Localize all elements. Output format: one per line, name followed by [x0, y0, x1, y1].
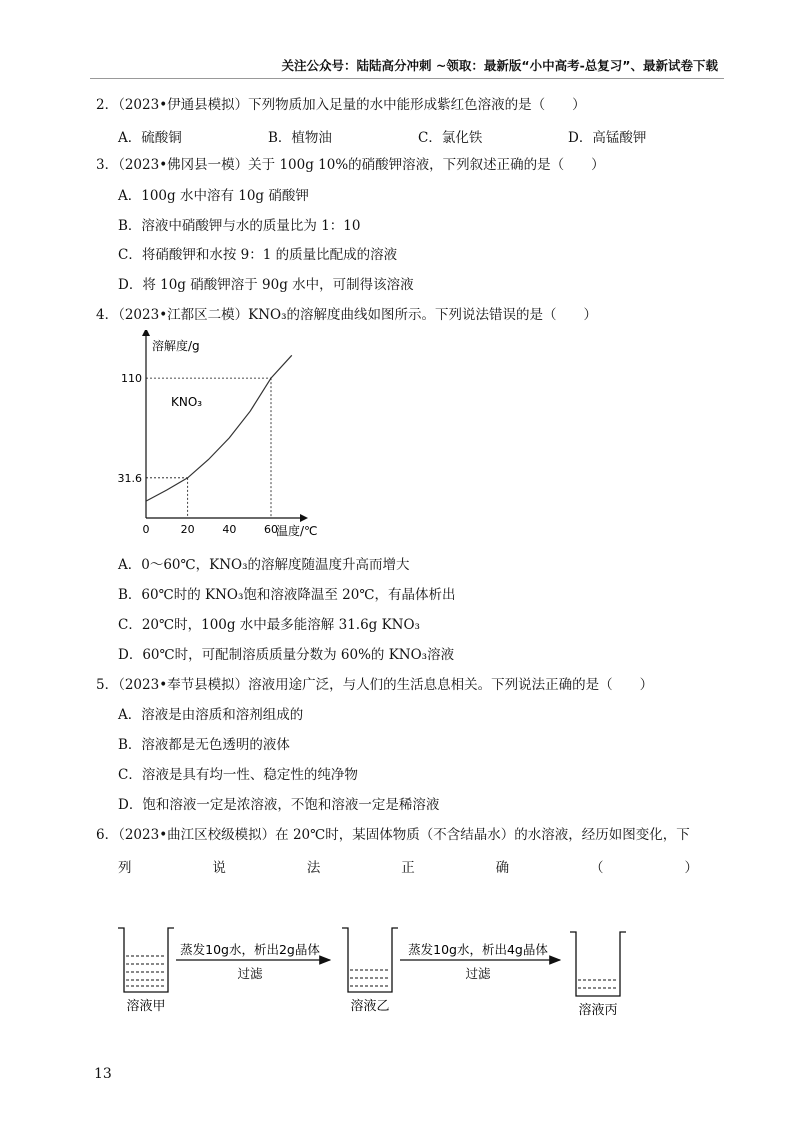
- series-line-kno3: [146, 355, 292, 501]
- q5-option-d: D．饱和溶液一定是浓溶液，不饱和溶液一定是稀溶液: [118, 797, 440, 813]
- solubility-chart: [100, 330, 320, 540]
- q6-stem: 6．（2023•曲江区校级模拟）在 20℃时，某固体物质（不含结晶水）的水溶液，经历如图变化，下: [96, 827, 690, 843]
- q4-option-b: B．60℃时的 KNO₃饱和溶液降温至 20℃，有晶体析出: [118, 587, 456, 603]
- series-label-kno3: KNO₃: [171, 395, 203, 410]
- q6-stem-continued: [118, 856, 698, 876]
- q5-option-b: B．溶液都是无色透明的液体: [118, 737, 290, 753]
- q6-char: 列: [118, 860, 132, 876]
- q6-char: 确: [495, 860, 510, 876]
- q3-option-c: C．将硝酸钾和水按 9：1 的质量比配成的溶液: [118, 247, 398, 263]
- q2-options: [118, 126, 738, 146]
- q6-char: 法: [306, 860, 321, 876]
- y-tick-label: 110: [121, 372, 142, 386]
- q2-stem: 2．（2023•伊通县模拟）下列物质加入足量的水中能形成紫红色溶液的是（ ）: [96, 97, 586, 113]
- step2-top-label: 蒸发10g水，析出4g晶体: [408, 942, 548, 957]
- q6-char: （: [590, 860, 604, 876]
- x-tick-label: 0: [142, 523, 150, 536]
- beaker-3: [570, 932, 626, 996]
- q3-option-a: A．100g 水中溶有 10g 硝酸钾: [118, 188, 309, 204]
- q6-char: ）: [684, 860, 698, 876]
- q4-stem: 4．（2023•江都区二模）KNO₃的溶解度曲线如图所示。下列说法错误的是（ ）: [96, 307, 598, 323]
- x-tick-label: 60: [264, 523, 278, 536]
- q5-stem: 5．（2023•奉节县模拟）溶液用途广泛，与人们的生活息息相关。下列说法正确的是（ ）: [96, 677, 654, 693]
- chart-axes: [142, 330, 308, 522]
- header-rule: [90, 78, 724, 79]
- beaker-label-2: 溶液乙: [350, 999, 390, 1014]
- q5-option-a: A．溶液是由溶质和溶剂组成的: [118, 707, 304, 723]
- chart-series: [146, 355, 292, 501]
- q2-option-c: C．氯化铁: [418, 130, 483, 146]
- q4-option-c: C．20℃时，100g 水中最多能溶解 31.6g KNO₃: [118, 617, 420, 633]
- page-number: 13: [94, 1066, 112, 1082]
- step2-bottom-label: 过滤: [465, 966, 491, 981]
- q2-option-a: A．硫酸铜: [118, 130, 182, 146]
- step1-top-label: 蒸发10g水，析出2g晶体: [180, 942, 320, 957]
- page-header: 关注公众号：陆陆高分冲刺 ~领取：最新版“小中高考-总复习”、最新试卷下载: [281, 58, 718, 73]
- q6-char: 正: [401, 860, 415, 876]
- q4-option-d: D．60℃时，可配制溶质质量分数为 60%的 KNO₃溶液: [118, 647, 455, 663]
- chart-labels: [118, 338, 318, 538]
- q2-option-b: B．植物油: [268, 130, 332, 146]
- q3-stem: 3．（2023•佛冈县一模）关于 100g 10%的硝酸钾溶液，下列叙述正确的是（ ）: [96, 157, 605, 173]
- beaker-label-1: 溶液甲: [126, 999, 166, 1014]
- x-tick-label: 40: [222, 523, 237, 536]
- chart-guides: [146, 378, 271, 518]
- beaker-1: [118, 928, 174, 992]
- x-tick-label: 20: [180, 523, 195, 536]
- q3-option-b: B．溶液中硝酸钾与水的质量比为 1：10: [118, 218, 361, 234]
- q6-char: 说: [212, 860, 226, 876]
- q4-option-a: A．0～60℃，KNO₃的溶解度随温度升高而增大: [118, 557, 410, 573]
- beaker-2: [342, 928, 398, 992]
- q2-option-d: D．高锰酸钾: [568, 130, 647, 146]
- y-axis-label: 溶解度/g: [152, 339, 200, 353]
- evaporation-diagram: [110, 920, 630, 1020]
- q3-option-d: D．将 10g 硝酸钾溶于 90g 水中，可制得该溶液: [118, 277, 414, 293]
- y-axis-arrow: [142, 330, 150, 336]
- q5-option-c: C．溶液是具有均一性、稳定性的纯净物: [118, 767, 358, 783]
- y-tick-label: 31.6: [117, 471, 142, 485]
- x-axis-arrow: [300, 514, 308, 522]
- step1-bottom-label: 过滤: [237, 966, 263, 981]
- beaker-label-3: 溶液丙: [578, 1003, 618, 1018]
- x-axis-label: 温度/℃: [276, 524, 318, 538]
